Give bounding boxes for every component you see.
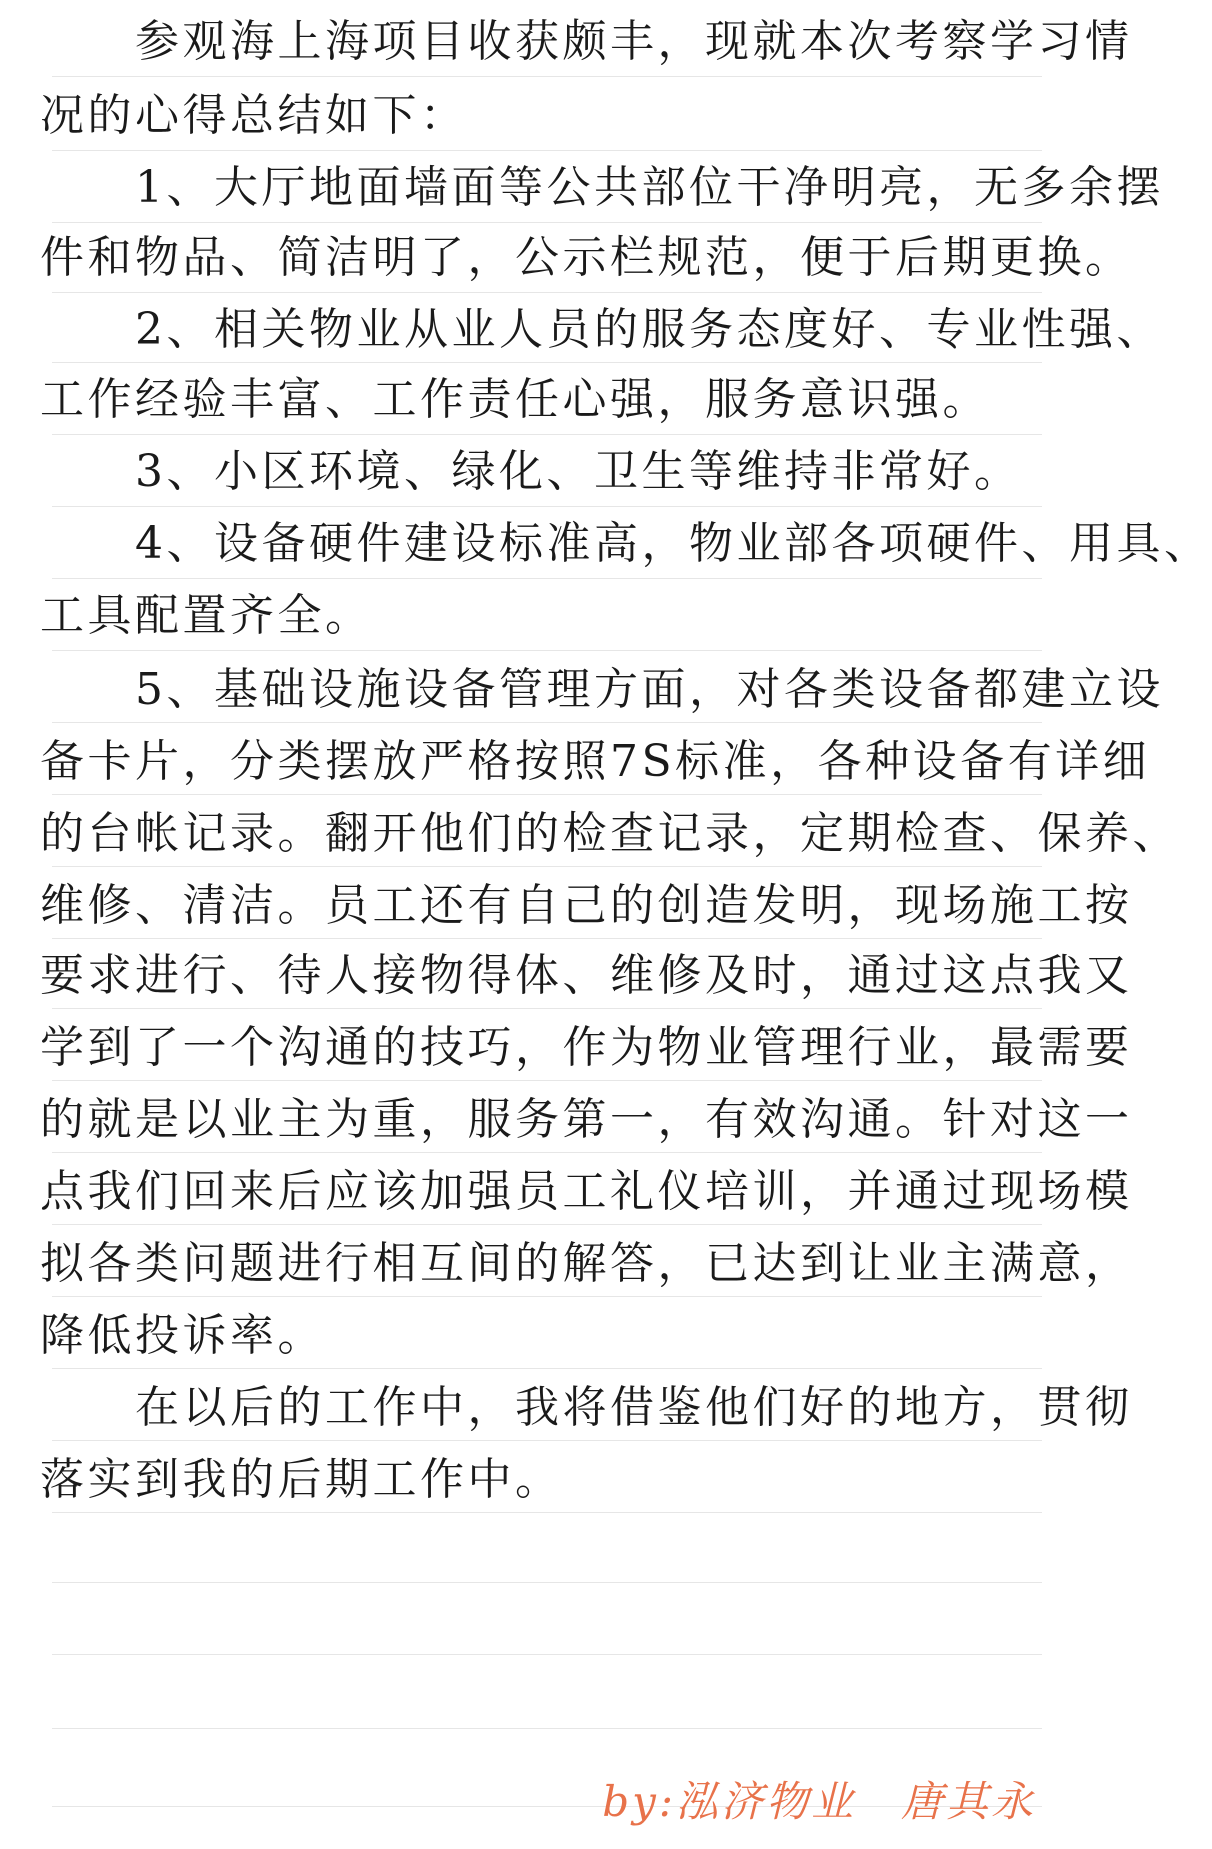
text-line: 的就是以业主为重，服务第一，有效沟通。针对这一 <box>40 1094 1133 1145</box>
ruled-line <box>52 1368 1042 1369</box>
text-line: 的台帐记录。翻开他们的检查记录，定期检查、保养、 <box>40 808 1180 859</box>
ruled-line <box>52 1080 1042 1081</box>
text-line: 3、小区环境、绿化、卫生等维持非常好。 <box>40 446 1022 497</box>
ruled-line <box>52 434 1042 435</box>
ruled-line <box>52 794 1042 795</box>
author-signature: by:泓济物业 唐其永 <box>602 1777 1036 1826</box>
text-line: 在以后的工作中，我将借鉴他们好的地方，贯彻 <box>40 1382 1133 1433</box>
ruled-line <box>52 1152 1042 1153</box>
text-line: 工具配置齐全。 <box>40 590 373 641</box>
ruled-line <box>52 150 1042 151</box>
ruled-line <box>52 506 1042 507</box>
text-line: 4、设备硬件建设标准高，物业部各项硬件、用具、 <box>40 518 1212 569</box>
ruled-line <box>52 222 1042 223</box>
text-line: 要求进行、待人接物得体、维修及时，通过这点我又 <box>40 950 1133 1001</box>
ruled-line <box>52 578 1042 579</box>
ruled-line <box>52 1008 1042 1009</box>
ruled-line <box>52 938 1042 939</box>
ruled-line <box>52 1654 1042 1655</box>
text-line: 参观海上海项目收获颇丰，现就本次考察学习情 <box>40 16 1133 67</box>
text-line: 5、基础设施设备管理方面，对各类设备都建立设 <box>40 664 1164 715</box>
text-line: 落实到我的后期工作中。 <box>40 1454 563 1505</box>
text-line: 2、相关物业从业人员的服务态度好、专业性强、 <box>40 304 1164 355</box>
ruled-line <box>52 1296 1042 1297</box>
ruled-line <box>52 1440 1042 1441</box>
ruled-line <box>52 292 1042 293</box>
text-line: 件和物品、简洁明了，公示栏规范，便于后期更换。 <box>40 232 1133 283</box>
ruled-line <box>52 650 1042 651</box>
ruled-line <box>52 722 1042 723</box>
ruled-line <box>52 1512 1042 1513</box>
ruled-line <box>52 1582 1042 1583</box>
ruled-line <box>52 866 1042 867</box>
text-line: 降低投诉率。 <box>40 1310 325 1361</box>
ruled-line <box>52 1728 1042 1729</box>
ruled-line <box>52 1224 1042 1225</box>
text-line: 学到了一个沟通的技巧，作为物业管理行业，最需要 <box>40 1022 1133 1073</box>
text-line: 况的心得总结如下： <box>40 90 468 141</box>
text-line: 点我们回来后应该加强员工礼仪培训，并通过现场模 <box>40 1166 1133 1217</box>
text-line: 1、大厅地面墙面等公共部位干净明亮，无多余摆 <box>40 162 1164 213</box>
ruled-line <box>52 76 1042 77</box>
text-line: 拟各类问题进行相互间的解答，已达到让业主满意， <box>40 1238 1133 1289</box>
ruled-line <box>52 362 1042 363</box>
text-line: 备卡片，分类摆放严格按照7S标准，各种设备有详细 <box>40 736 1151 787</box>
text-line: 维修、清洁。员工还有自己的创造发明，现场施工按 <box>40 880 1133 931</box>
text-line: 工作经验丰富、工作责任心强，服务意识强。 <box>40 374 990 425</box>
